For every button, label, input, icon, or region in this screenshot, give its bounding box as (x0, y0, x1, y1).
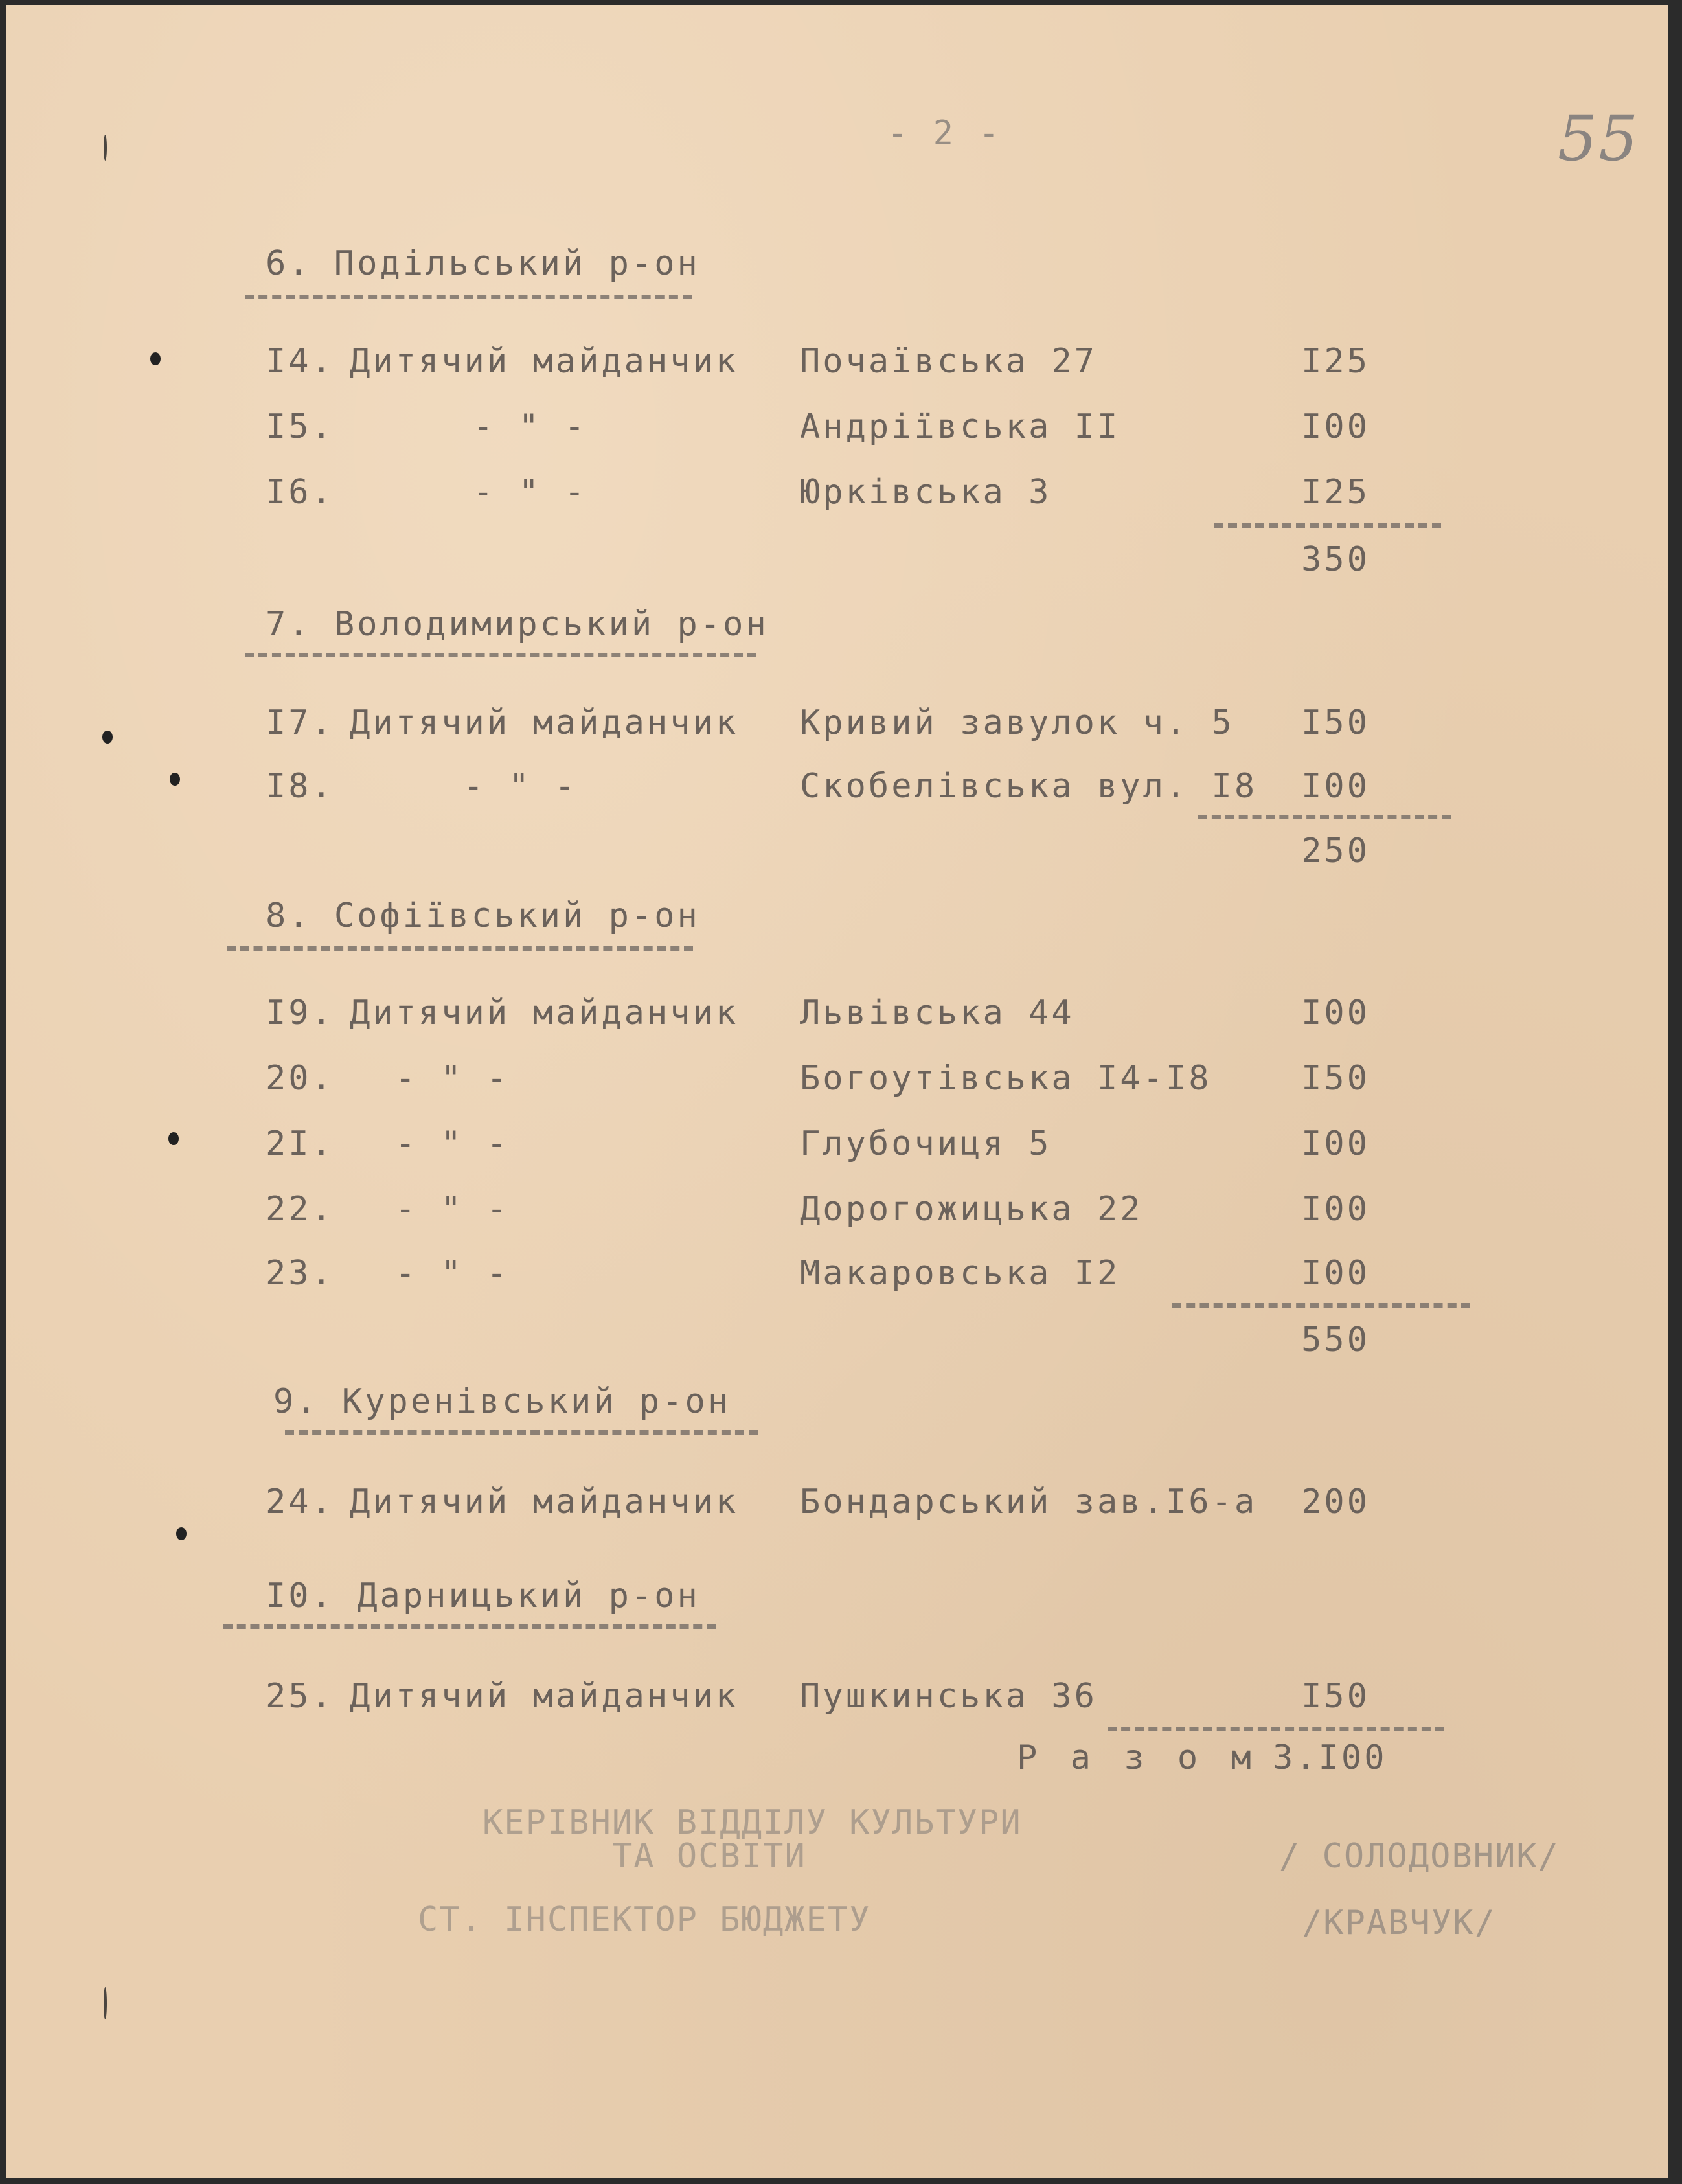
subtotal-rule (1198, 815, 1451, 819)
row-number: 24. (266, 1483, 334, 1521)
amount: I00 (1301, 1124, 1370, 1163)
paper-speck (104, 1987, 107, 2019)
row-number: 22. (266, 1190, 334, 1229)
ditto-mark: - " - (395, 1124, 510, 1163)
document-page (6, 5, 1668, 2178)
facility-name: Дитячий майданчик (350, 1677, 739, 1716)
facility-name: Дитячий майданчик (350, 342, 739, 381)
ditto-mark: - " - (473, 407, 587, 446)
facility-address: Скобелівська вул. I8 (800, 767, 1258, 806)
ditto-mark: - " - (395, 1190, 510, 1229)
district-heading: 8. Софіївський р-он (266, 896, 700, 935)
subtotal: 250 (1301, 832, 1370, 870)
amount: I50 (1301, 1677, 1370, 1716)
facility-name: Дитячий майданчик (350, 703, 739, 742)
amount: I50 (1301, 703, 1370, 742)
row-number: 20. (266, 1059, 334, 1098)
signatory-name: / СОЛОДОВНИК/ (1279, 1837, 1560, 1876)
row-number: 2I. (266, 1124, 334, 1163)
page-marker: - 2 - (887, 114, 1002, 153)
row-number: 23. (266, 1254, 334, 1293)
facility-address: Бондарський зав.I6-а (800, 1483, 1258, 1521)
signatory-title: СТ. ІНСПЕКТОР БЮДЖЕТУ (418, 1900, 871, 1939)
subtotal-rule (1214, 523, 1441, 528)
facility-address: Дорогожицька 22 (800, 1190, 1143, 1229)
ditto-mark: - " - (395, 1254, 510, 1293)
ditto-mark: - " - (473, 473, 587, 512)
heading-underline (227, 946, 693, 951)
amount: I50 (1301, 1059, 1370, 1098)
binding-hole (168, 1132, 179, 1145)
ditto-mark: - " - (395, 1059, 510, 1098)
total-rule (1108, 1727, 1444, 1731)
facility-address: Пушкинська 36 (800, 1677, 1097, 1716)
binding-hole (170, 773, 180, 786)
amount: I25 (1301, 342, 1370, 381)
row-number: 25. (266, 1677, 334, 1716)
heading-underline (245, 653, 756, 657)
ditto-mark: - " - (463, 767, 578, 806)
binding-hole (150, 352, 161, 365)
facility-address: Львівська 44 (800, 994, 1074, 1032)
district-heading: 6. Подільський р-он (266, 244, 700, 283)
amount: I00 (1301, 994, 1370, 1032)
row-number: I4. (266, 342, 334, 381)
total-value: 3.I00 (1273, 1738, 1387, 1777)
amount: I00 (1301, 1190, 1370, 1229)
district-heading: I0. Дарницький р-он (266, 1576, 700, 1615)
heading-underline (245, 295, 692, 299)
binding-hole (102, 731, 113, 744)
facility-address: Макаровська I2 (800, 1254, 1120, 1293)
row-number: I5. (266, 407, 334, 446)
district-heading: 7. Володимирський р-он (266, 605, 769, 644)
facility-address: Юрківська 3 (800, 473, 1052, 512)
row-number: I7. (266, 703, 334, 742)
subtotal: 350 (1301, 540, 1370, 579)
facility-name: Дитячий майданчик (350, 994, 739, 1032)
signatory-title: КЕРІВНИК ВІДДІЛУ КУЛЬТУРИ (483, 1803, 1022, 1842)
row-number: I8. (266, 767, 334, 806)
subtotal-rule (1172, 1303, 1470, 1308)
facility-address: Андріївська II (800, 407, 1120, 446)
signatory-title-line2: ТА ОСВІТИ (612, 1837, 806, 1876)
amount: I00 (1301, 1254, 1370, 1293)
total-label: Р а з о м (1017, 1738, 1258, 1777)
signatory-name: /КРАВЧУК/ (1302, 1904, 1496, 1942)
paper-speck (104, 135, 107, 161)
binding-hole (176, 1527, 187, 1540)
facility-address: Глубочиця 5 (800, 1124, 1052, 1163)
archive-page-number: 55 (1558, 102, 1640, 175)
amount: 200 (1301, 1483, 1370, 1521)
row-number: I9. (266, 994, 334, 1032)
district-heading: 9. Куренівський р-он (273, 1382, 731, 1421)
amount: I00 (1301, 767, 1370, 806)
facility-name: Дитячий майданчик (350, 1483, 739, 1521)
facility-address: Кривий завулок ч. 5 (800, 703, 1234, 742)
amount: I25 (1301, 473, 1370, 512)
heading-underline (223, 1624, 716, 1629)
row-number: I6. (266, 473, 334, 512)
facility-address: Почаївська 27 (800, 342, 1097, 381)
facility-address: Богоутівська I4-I8 (800, 1059, 1212, 1098)
amount: I00 (1301, 407, 1370, 446)
heading-underline (285, 1430, 758, 1435)
subtotal: 550 (1301, 1321, 1370, 1359)
